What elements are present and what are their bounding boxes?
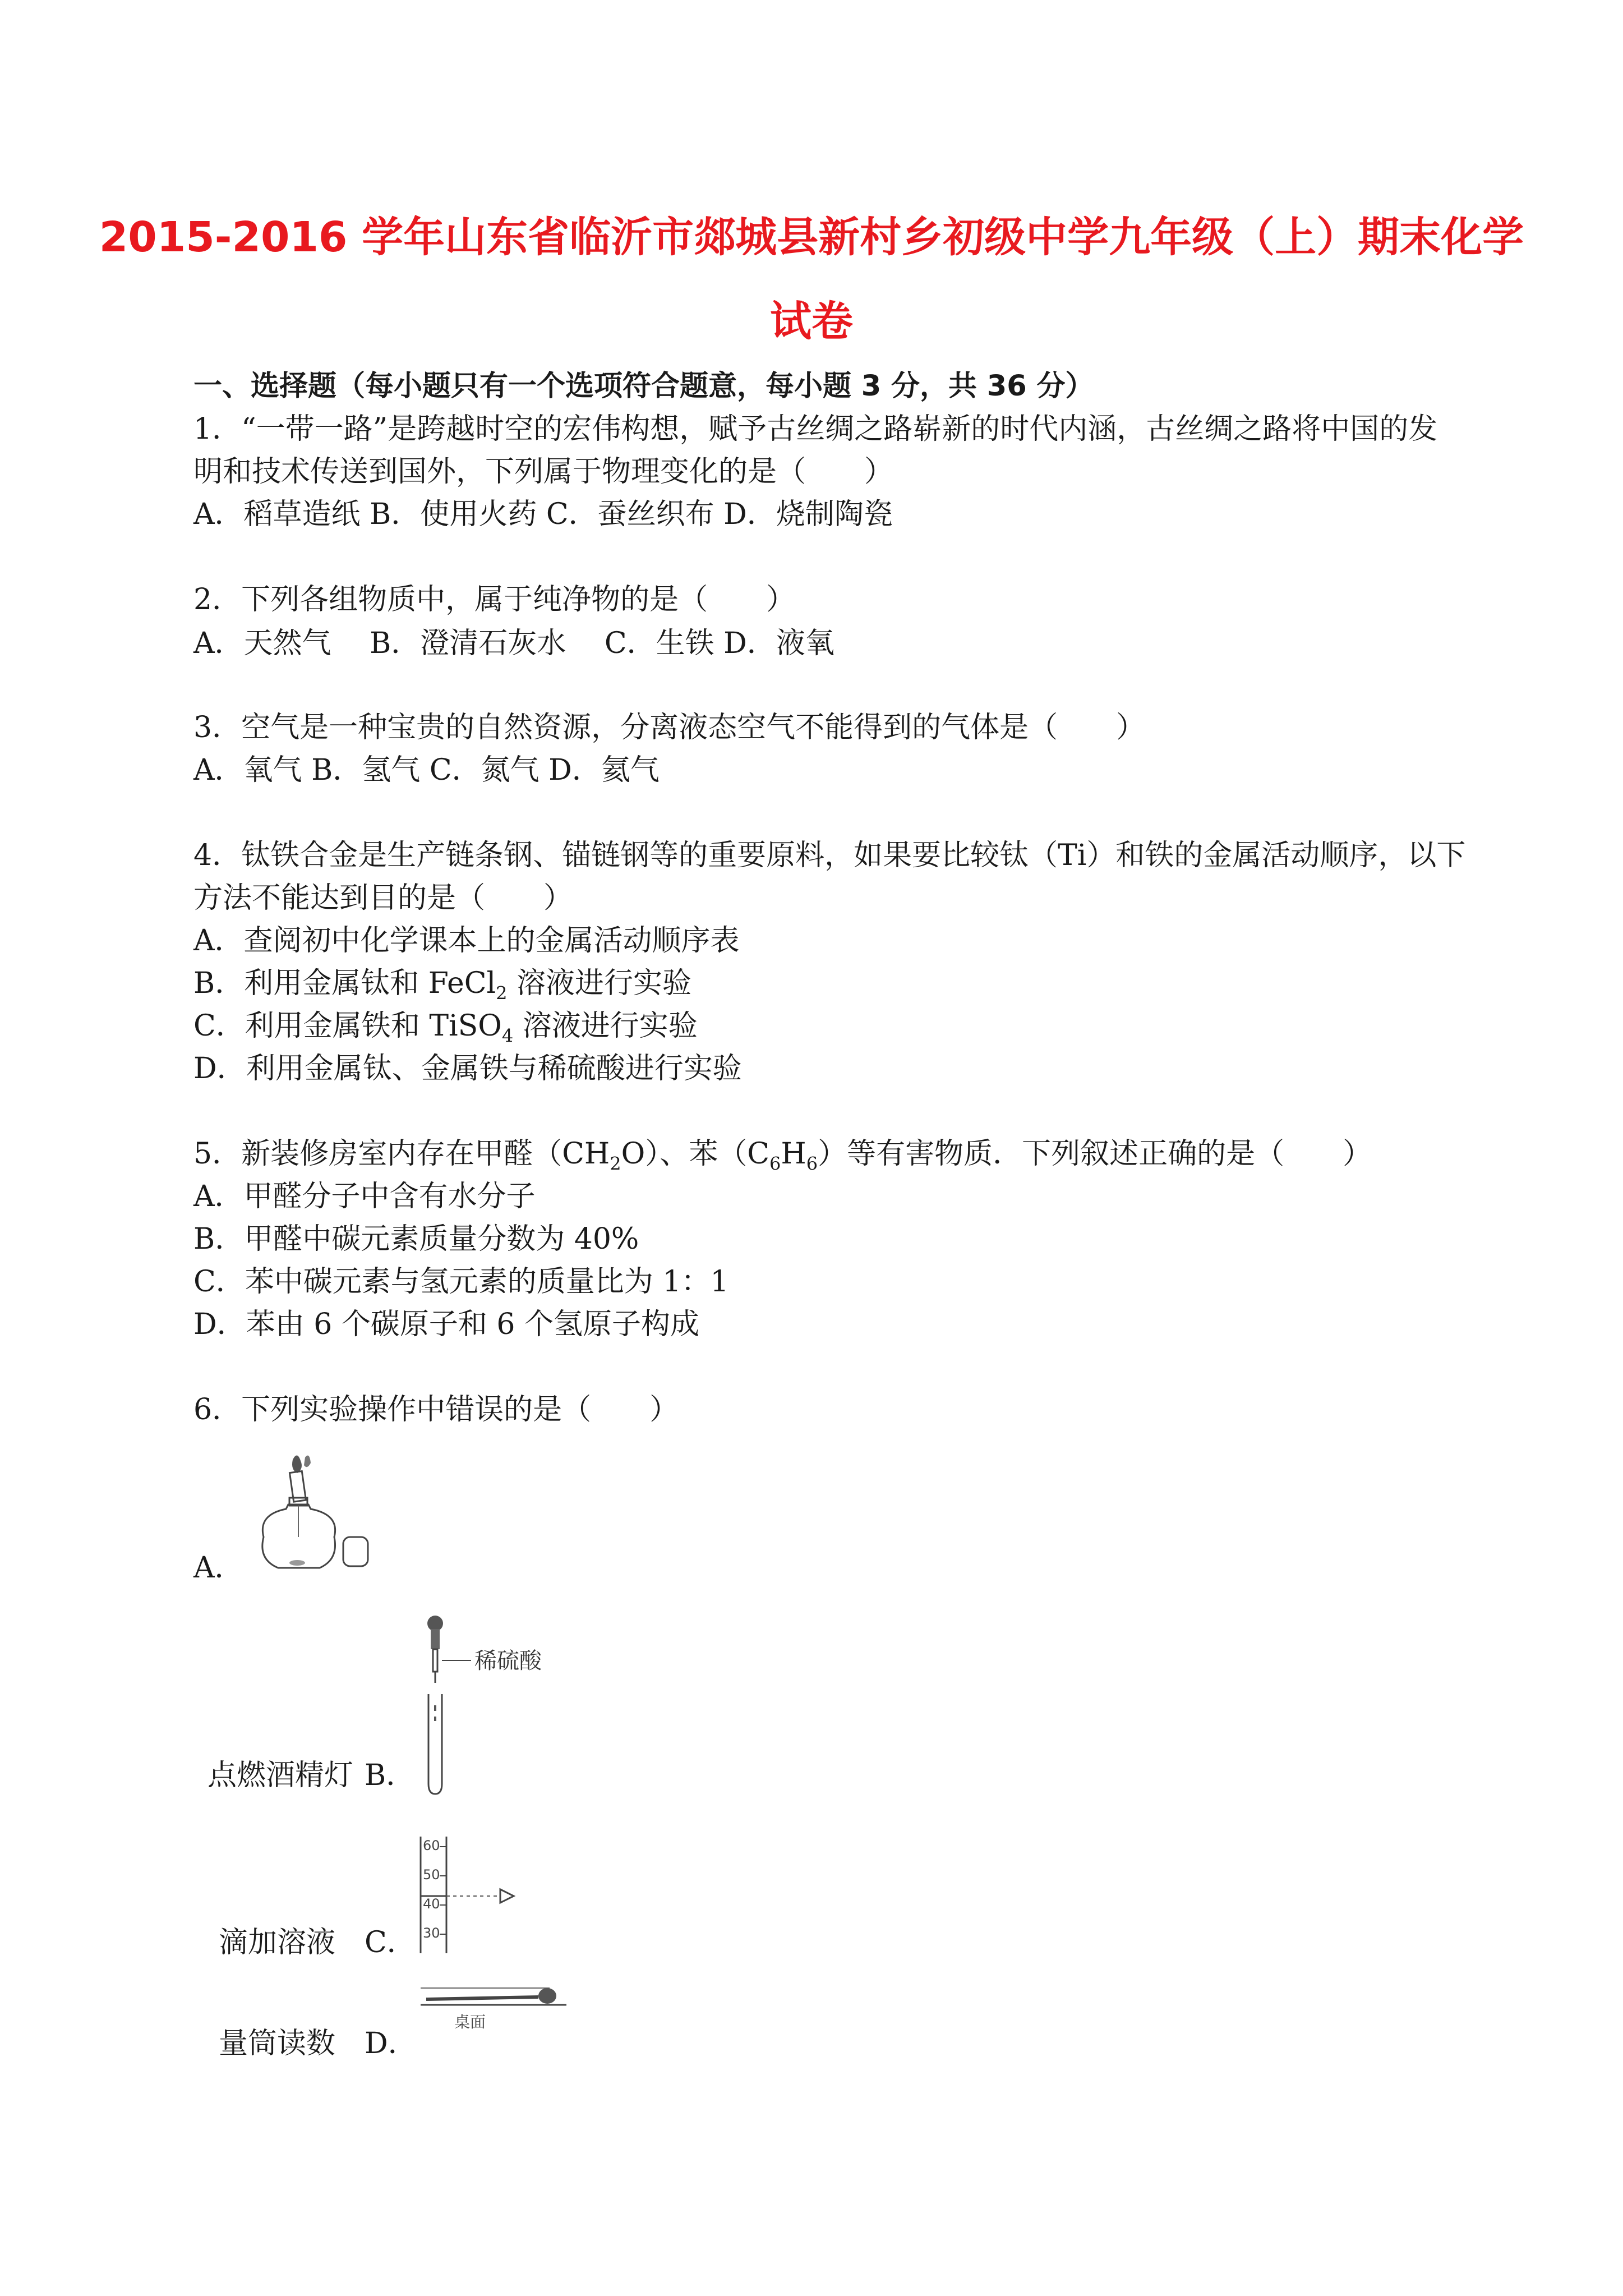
q5-option-a: A．甲醛分子中含有水分子 [193, 1180, 536, 1213]
q5-option-d: D．苯由 6 个碳原子和 6 个氢原子构成 [193, 1308, 699, 1341]
svg-text:60: 60 [423, 1838, 440, 1853]
fig-b-label: 稀硫酸 [474, 1648, 542, 1674]
q6-label-c: C． [365, 1926, 416, 1959]
section-heading: 一、选择题（每小题只有一个选项符合题意，每小题 3 分，共 36 分） [193, 370, 1094, 403]
svg-text:30: 30 [423, 1925, 440, 1941]
q3-stem: 3．空气是一种宝贵的自然资源，分离液态空气不能得到的气体是（ ） [193, 711, 1146, 744]
page-title-line2: 试卷 [770, 297, 853, 346]
svg-text:50: 50 [423, 1867, 440, 1883]
q6-label-b: B． [365, 1759, 416, 1792]
q6-caption-c: 量筒读数 [219, 2027, 336, 2060]
q5-option-b: B．甲醛中碳元素质量分数为 40% [193, 1222, 639, 1256]
figure-graduated-cylinder [415, 1833, 527, 1957]
figure-dropper-test-tube [415, 1616, 561, 1801]
q6-caption-b: 滴加溶液 [219, 1926, 336, 1959]
q1-stem-line1: 1．“一带一路”是跨越时空的宏伟构想，赋予古丝绸之路崭新的时代内涵，古丝绸之路将中国的发 [193, 412, 1438, 446]
q4-stem-line1: 4．钛铁合金是生产链条钢、锚链钢等的重要原料，如果要比较钛（Ti）和铁的金属活动顺序，以下 [193, 839, 1466, 872]
q5-stem: 5．新装修房室内存在甲醛$(CH_2O)$、苯$(C_6H_6)$等有害物质．下列叙述正确的是（ ） [193, 1137, 1372, 1175]
q6-stem: 6．下列实验操作中错误的是（ ） [193, 1393, 679, 1427]
q4-option-c: C．利用金属铁和 TiSO$_4$ 溶液进行实验 [193, 1009, 698, 1047]
q1-stem-line2: 明和技术传送到国外，下列属于物理变化的是（ ） [193, 455, 894, 489]
q2-stem: 2．下列各组物质中，属于纯净物的是（ ） [193, 583, 796, 616]
q1-options: A．稻草造纸 B．使用火药 C．蚕丝织布 D．烧制陶瓷 [193, 498, 893, 531]
q5-option-c: C．苯中碳元素与氢元素的质量比为 1：1 [193, 1265, 729, 1299]
q6-label-a: A． [193, 1551, 244, 1585]
q4-option-a: A．查阅初中化学课本上的金属活动顺序表 [193, 924, 740, 958]
q2-options: A．天然气 B．澄清石灰水 C．生铁 D．液氧 [193, 627, 834, 660]
svg-text:40: 40 [423, 1896, 440, 1912]
q4-option-d: D．利用金属钛、金属铁与稀硫酸进行实验 [193, 1052, 742, 1085]
q4-option-b: B．利用金属钛和 FeCl$_2$ 溶液进行实验 [193, 967, 692, 1004]
figure-alcohol-lamp [241, 1453, 376, 1582]
q3-options: A．氧气 B．氢气 C．氮气 D．氦气 [193, 753, 660, 787]
q6-caption-a: 点燃酒精灯 [208, 1759, 354, 1792]
q6-label-d: D． [365, 2027, 417, 2060]
figure-match-on-table [415, 1980, 572, 2042]
page-title-line1: 2015-2016 学年山东省临沂市郯城县新村乡初级中学九年级（上）期末化学 [99, 213, 1524, 261]
fig-d-label: 桌面 [454, 2013, 486, 2031]
q4-stem-line2: 方法不能达到目的是（ ） [193, 881, 573, 915]
